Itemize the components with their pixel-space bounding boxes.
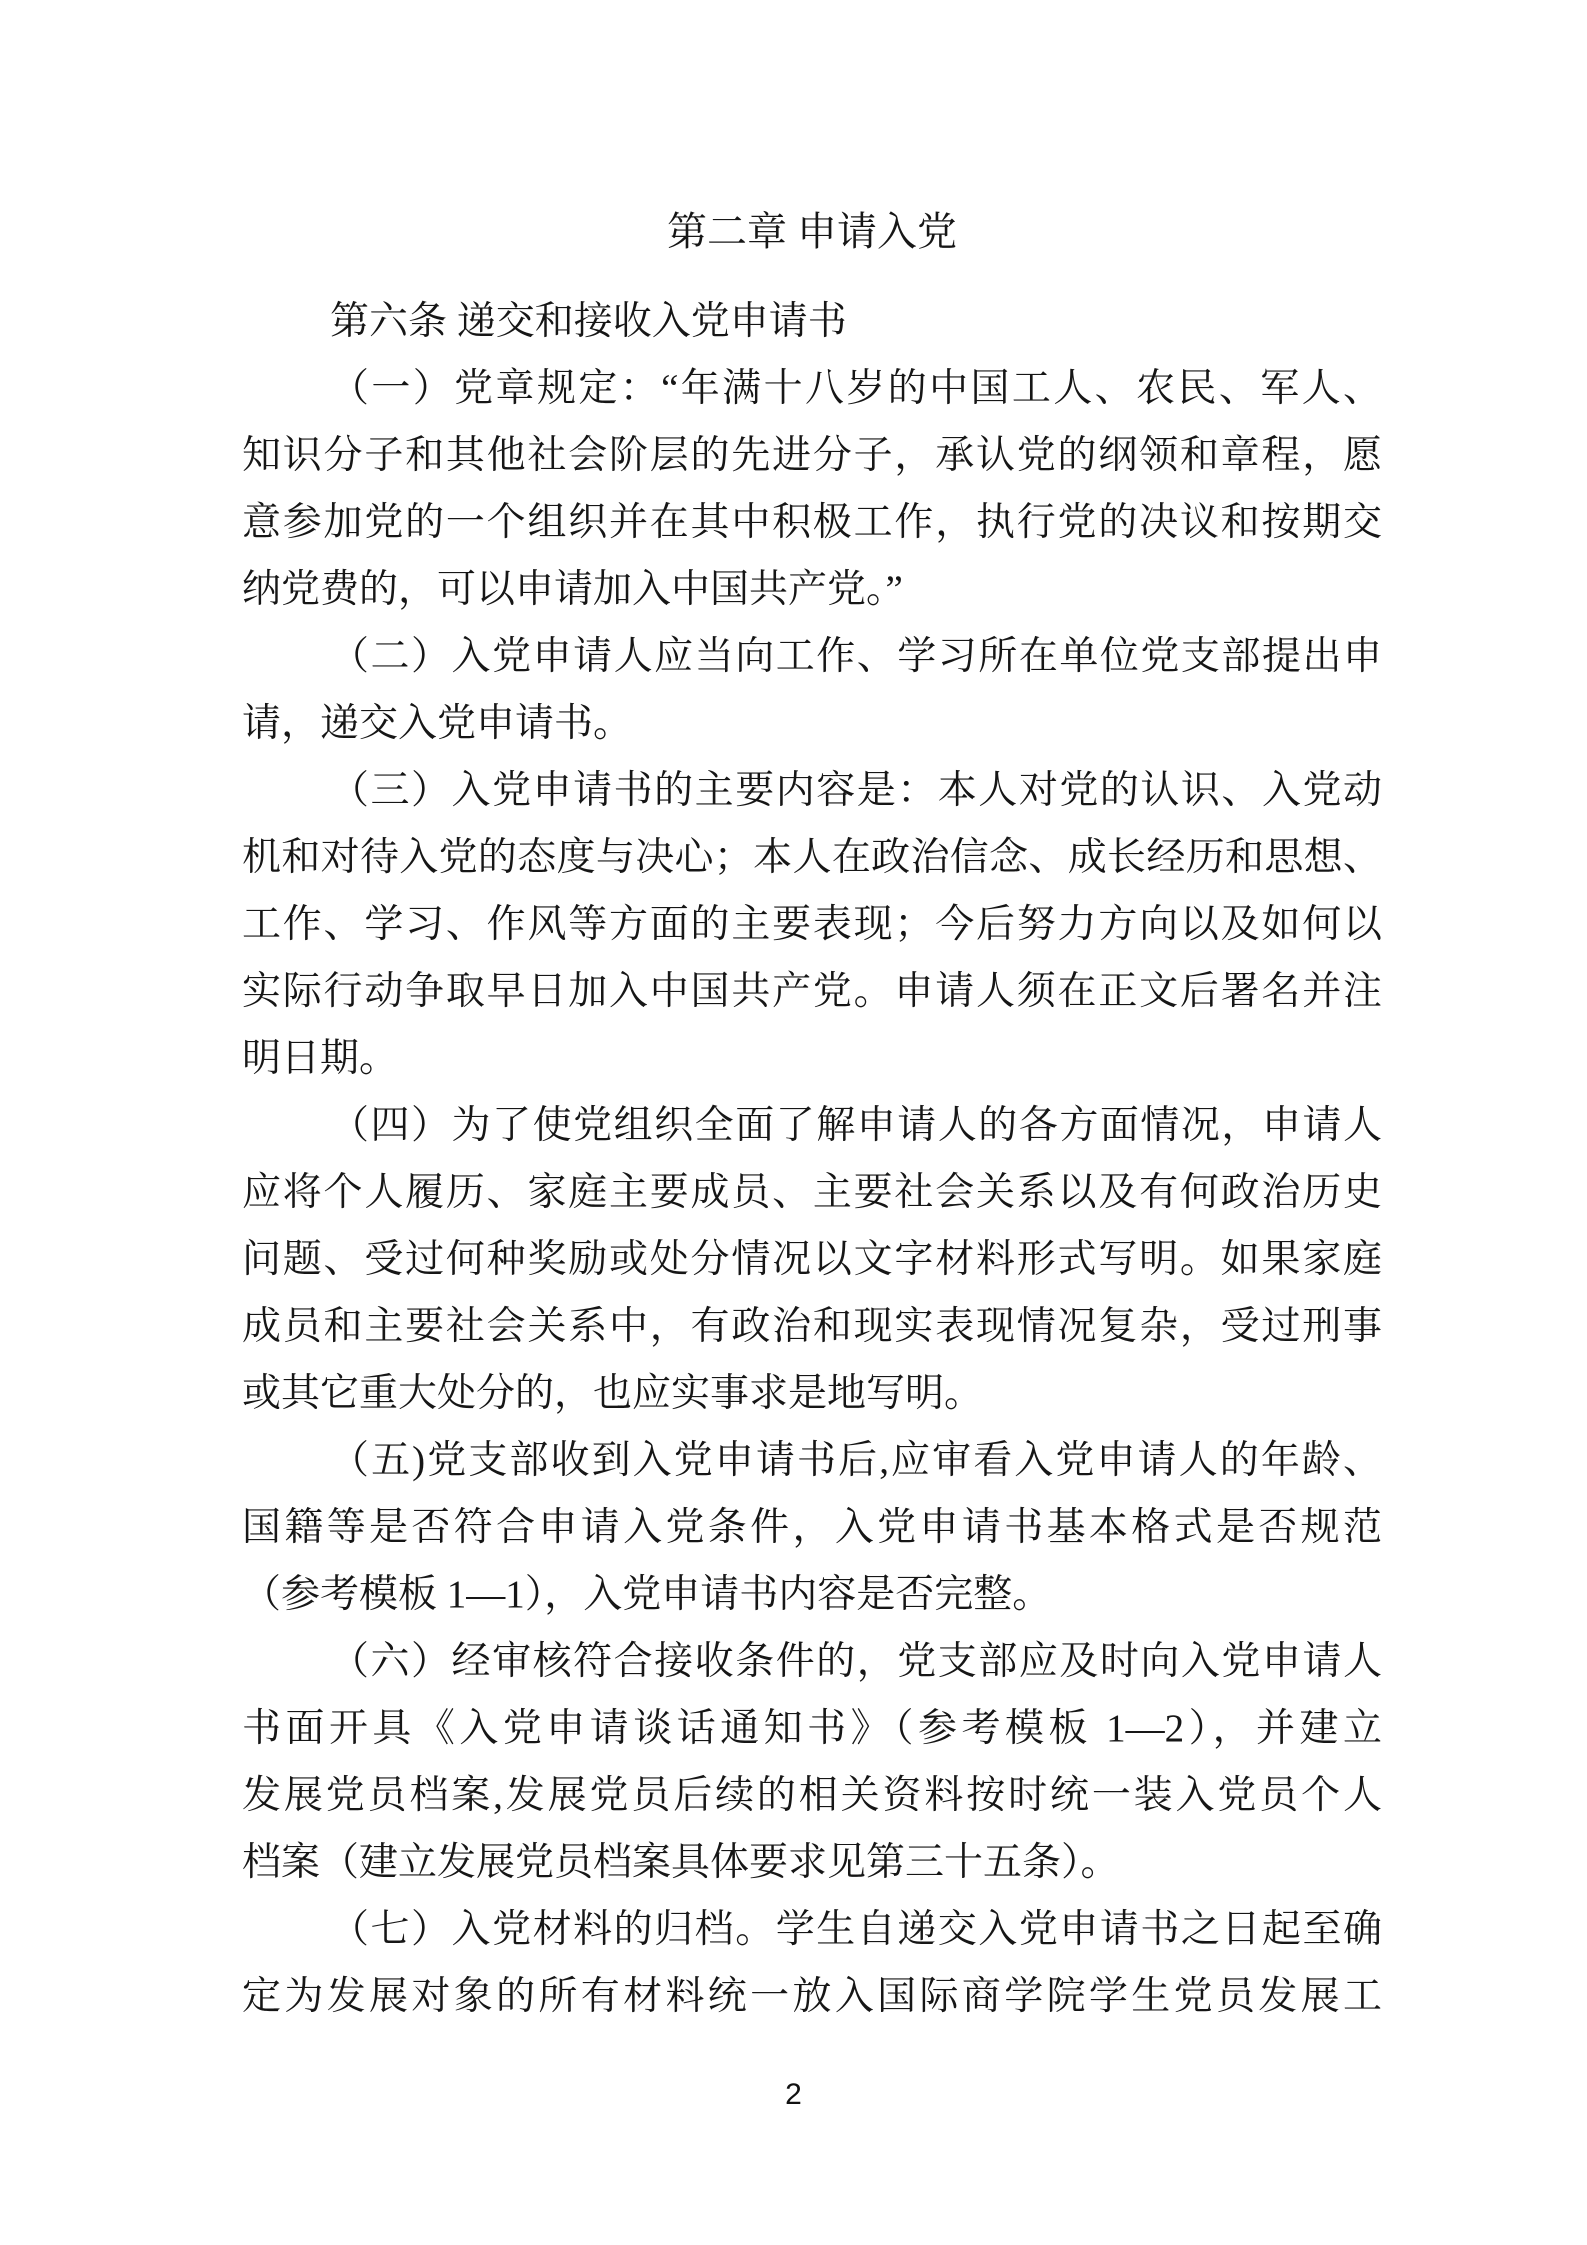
- text-line: 问题、受过何种奖励或处分情况以文字材料形式写明。如果家庭: [242, 1238, 1382, 1281]
- document-content: [242, 198, 1382, 2030]
- text-line: （参考模板 1—1），入党申请书内容是否完整。: [242, 1573, 1052, 1616]
- text-line: 工作、学习、作风等方面的主要表现；今后努力方向以及如何以: [242, 903, 1382, 946]
- text-line: 意参加党的一个组织并在其中积极工作，执行党的决议和按期交: [242, 501, 1382, 544]
- text-line: 知识分子和其他社会阶层的先进分子，承认党的纲领和章程，愿: [242, 434, 1382, 477]
- text-line: （四）为了使党组织全面了解申请人的各方面情况，申请人: [330, 1104, 1382, 1147]
- text-line: （二）入党申请人应当向工作、学习所在单位党支部提出申: [330, 635, 1382, 678]
- text-line: （五)党支部收到入党申请书后,应审看入党申请人的年龄、: [330, 1439, 1382, 1482]
- text-line: 档案（建立发展党员档案具体要求见第三十五条）。: [242, 1841, 1120, 1884]
- text-line: （三）入党申请书的主要内容是：本人对党的认识、入党动: [330, 769, 1382, 812]
- page-number: 2: [785, 2078, 802, 2111]
- text-line: 定为发展对象的所有材料统一放入国际商学院学生党员发展工: [242, 1975, 1382, 2018]
- text-line: 发展党员档案,发展党员后续的相关资料按时统一装入党员个人: [242, 1774, 1382, 1817]
- text-line: 国籍等是否符合申请入党条件，入党申请书基本格式是否规范: [242, 1506, 1382, 1549]
- text-line: 明日期。: [242, 1037, 399, 1080]
- text-line: （七）入党材料的归档。学生自递交入党申请书之日起至确: [330, 1908, 1382, 1951]
- text-line: 成员和主要社会关系中，有政治和现实表现情况复杂，受过刑事: [242, 1305, 1382, 1348]
- text-line: （一）党章规定：“年满十八岁的中国工人、农民、军人、: [330, 367, 1382, 410]
- text-line: （六）经审核符合接收条件的，党支部应及时向入党申请人: [330, 1640, 1382, 1683]
- text-line: 或其它重大处分的，也应实事求是地写明。: [242, 1372, 984, 1415]
- text-line: 第六条 递交和接收入党申请书: [330, 300, 847, 343]
- text-line: 请，递交入党申请书。: [242, 702, 633, 745]
- chapter-title: 第二章 申请入党: [667, 209, 957, 254]
- text-line: 书面开具《入党申请谈话通知书》（参考模板 1—2），并建立: [242, 1707, 1382, 1750]
- document-body: [242, 288, 1382, 2030]
- text-line: 机和对待入党的态度与决心；本人在政治信念、成长经历和思想、: [242, 836, 1382, 879]
- text-line: 纳党费的，可以申请加入中国共产党。”: [242, 568, 903, 611]
- text-line: 实际行动争取早日加入中国共产党。申请人须在正文后署名并注: [242, 970, 1382, 1013]
- text-line: 应将个人履历、家庭主要成员、主要社会关系以及有何政治历史: [242, 1171, 1382, 1214]
